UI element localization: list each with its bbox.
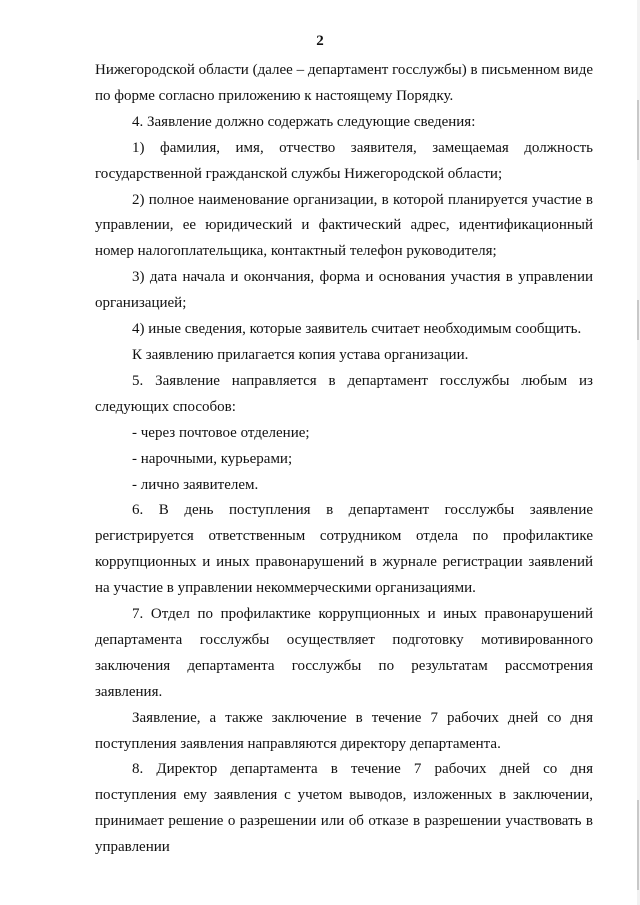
paragraph-item-4: 4. Заявление должно содержать следующие сведения: — [132, 113, 476, 130]
paragraph-item-6: 6. В день поступления в департамент госслужбы заявление регистрируется ответственным сотрудником отдела по профилактике коррупционных и иных правонарушений в журнале регистрации заявлений на участие в управлении некоммерческими организациями. — [95, 502, 593, 597]
scan-artifact-mark — [637, 800, 639, 890]
paragraph-subitem-1: 1) фамилия, имя, отчество заявителя, замещаемая должность государственной гражданской службы Нижегородской области; — [95, 139, 593, 182]
paragraph-attachment: К заявлению прилагается копия устава организации. — [132, 346, 469, 363]
paragraph-subitem-4: 4) иные сведения, которые заявитель считает необходимым сообщить. — [132, 321, 582, 338]
paragraph-intro-continuation: Нижегородской области (далее – департамент госслужбы) в письменном виде по форме согласно приложению к настоящему Порядку. — [95, 62, 593, 104]
paragraph-item-7: 7. Отдел по профилактике коррупционных и иных правонарушений департамента госслужбы осуществляет подготовку мотивированного заключения департамента госслужбы по результатам рассмотрения заявления. — [95, 606, 593, 700]
paragraph-method-personal: - лично заявителем. — [132, 476, 259, 493]
scan-artifact-mark — [637, 100, 639, 160]
paragraph-method-courier: - нарочными, курьерами; — [132, 450, 293, 467]
paragraph-item-5: 5. Заявление направляется в департамент госслужбы любым из следующих способов: — [95, 372, 593, 415]
page-number: 2 — [316, 33, 324, 49]
scan-artifact-mark — [637, 300, 639, 340]
paragraph-forwarding: Заявление, а также заключение в течение 7 рабочих дней со дня поступления заявления направляются директору департамента. — [95, 709, 593, 752]
paragraph-method-post: - через почтовое отделение; — [132, 424, 310, 441]
document-body — [95, 58, 593, 861]
paragraph-subitem-2: 2) полное наименование организации, в которой планируется участие в управлении, ее юридический и фактический адрес, идентификационный номер налогоплательщика, контактный телефон руководителя; — [95, 191, 593, 260]
paragraph-subitem-3: 3) дата начала и окончания, форма и основания участия в управлении организацией; — [95, 269, 593, 312]
paragraph-item-8: 8. Директор департамента в течение 7 рабочих дней со дня поступления ему заявления с учетом выводов, изложенных в заключении, принимает решение о разрешении или об отказе в разрешении участвовать в управлении — [95, 761, 593, 856]
